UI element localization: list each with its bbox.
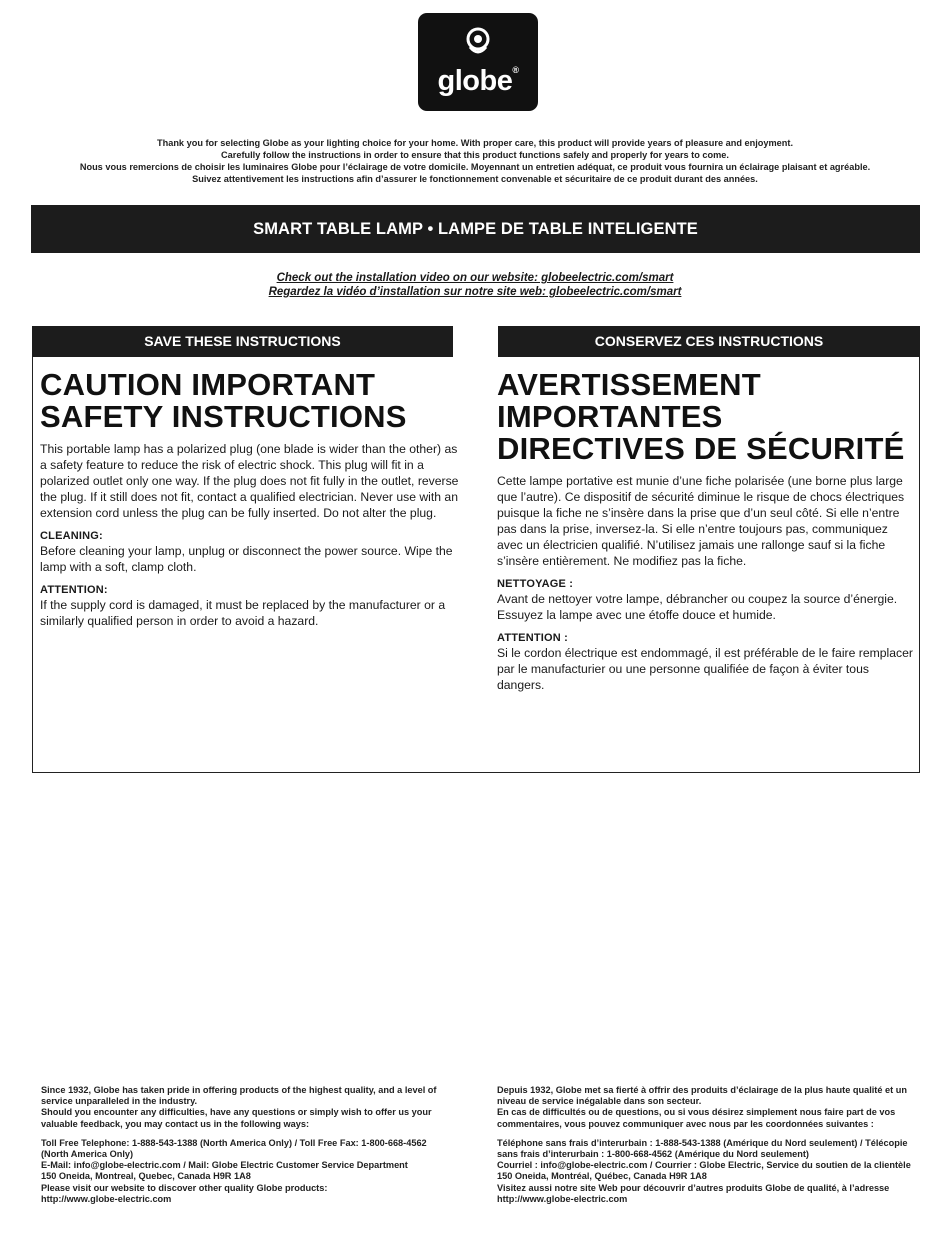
footer-french: Depuis 1932, Globe met sa fierté à offrir des produits d’éclairage de la plus haute qualité et un niveau de service inégalable dans son secteur. En cas de difficultés ou de questions, ou si vous désirez simplement nous faire part de vos commentaires, vous pouvez communiquer avec nous par les coordonnées suivantes : Téléphone sans frais d’interurbain : 1-888-543-1388 (Amérique du Nord seulement) / Télécopie sans frais d’interurbain : 1-800-668-4562 (Amérique du Nord seulement) Courriel : info@globe-electric.com / Courrier : Globe Electric, Service du soutien de la clientèle 150 Oneida, Montréal, Québec, Canada H9R 1A8 Visitez aussi notre site Web pour découvrir d’autres produits Globe de qualité, à l’adresse http://www.globe-electric.com xyxy=(497,1085,917,1205)
footer-email[interactable]: E-Mail: info@globe-electric.com / Mail: Globe Electric Customer Service Department xyxy=(41,1160,408,1171)
english-column xyxy=(40,369,460,629)
french-column xyxy=(497,369,915,693)
attention-fr-text: Si le cordon électrique est endommagé, il est préférable de le faire remplacer par le manufacturier ou une personne qualifiée de façon à éviter tous dangers. xyxy=(497,646,913,692)
footer-phone: Toll Free Telephone: 1-888-543-1388 (North America Only) / Toll Free Fax: 1-800-668-4562 (North America Only) xyxy=(41,1137,427,1160)
product-title-bar: SMART TABLE LAMP • LAMPE DE TABLE INTELIGENTE xyxy=(31,205,920,253)
fiche-polarisee-text: Cette lampe portative est munie d’une fiche polarisée (une borne plus large que l’autre). Ce dispositif de sécurité diminue le risque de chocs électriques puisque la fiche ne s’insère dans la prise que d’un seul côté. Si elle n’entre pas dans la prise, inversez-la. Si elle n’entre toujours pas, communiquez avec un électricien qualifié. N’utilisez jamais une rallonge sauf si la fiche s’insère entièrement. Ne modifiez pas la fiche. xyxy=(497,474,905,568)
avertissement-title: AVERTISSEMENT IMPORTANTES DIRECTIVES DE SÉCURITÉ xyxy=(497,367,905,466)
intro-line: Carefully follow the instructions in order to ensure that this product functions safely and properly for years to come. xyxy=(221,150,729,160)
footer-english: Since 1932, Globe has taken pride in offering products of the highest quality, and a level of service unparalleled in the industry. Should you encounter any difficulties, have any questions or simply wish to offer us your valuable feedback, you may contact us in the following ways: Toll Free Telephone: 1-888-543-1388 (North America Only) / Toll Free Fax: 1-800-668-4562 (North America Only) E-Mail: info@globe-electric.com / Mail: Globe Electric Customer Service Department 150 Oneida, Montreal, Quebec, Canada H9R 1A8 Please visit our website to discover other quality Globe products: http://www.globe-electric.com xyxy=(41,1085,441,1205)
intro-line: Thank you for selecting Globe as your lighting choice for your home. With proper care, this product will provide years of pleasure and enjoyment. xyxy=(156,138,793,148)
footer-url[interactable]: http://www.globe-electric.com xyxy=(41,1193,172,1204)
cleaning-text: Before cleaning your lamp, unplug or disconnect the power source. Wipe the lamp with a soft, clamp cloth. xyxy=(40,544,453,574)
polarized-plug-text: This portable lamp has a polarized plug (one blade is wider than the other) as a safety feature to reduce the risk of electric shock. This plug will fit in a polarized outlet only one way. If the plug does not fit fully in the outlet, reverse the plug. If it still does not fit, contact a qualified electrician. Never use with an extension cord unless the plug can be fully inserted. Do not alter the plug. xyxy=(40,442,459,520)
video-links xyxy=(0,271,950,299)
footer-address: 150 Oneida, Montreal, Quebec, Canada H9R 1A8 xyxy=(41,1171,251,1182)
bulb-icon xyxy=(464,27,492,63)
intro-text xyxy=(20,137,930,185)
caution-title: CAUTION IMPORTANT SAFETY INSTRUCTIONS xyxy=(40,367,407,434)
nettoyage-heading: NETTOYAGE : xyxy=(497,578,574,590)
footer-fr-url[interactable]: http://www.globe-electric.com xyxy=(497,1193,628,1204)
footer-fr-phone: Téléphone sans frais d’interurbain : 1-888-543-1388 (Amérique du Nord seulement) / Télécopie sans frais d’interurbain : 1-800-668-4562 (Amérique du Nord seulement) xyxy=(497,1137,908,1160)
nettoyage-text: Avant de nettoyer votre lampe, débrancher ou coupez la source d’énergie. Essuyez la lampe avec une étoffe douce et humide. xyxy=(497,592,898,622)
attention-heading: ATTENTION: xyxy=(40,584,108,596)
attention-fr-heading: ATTENTION : xyxy=(497,632,569,644)
conservez-instructions-header: CONSERVEZ CES INSTRUCTIONS xyxy=(498,326,920,357)
logo-wordmark: globe® xyxy=(437,65,519,97)
footer-fr-address: 150 Oneida, Montréal, Québec, Canada H9R 1A8 xyxy=(497,1171,707,1182)
video-link-fr[interactable]: Regardez la vidéo d’installation sur notre site web: globeelectric.com/smart xyxy=(268,286,682,298)
intro-line: Suivez attentivement les instructions afin d’assurer le fonctionnement convenable et sécuritaire de ce produit durant des années. xyxy=(192,174,758,184)
intro-line: Nous vous remercions de choisir les luminaires Globe pour l’éclairage de votre domicile. Moyennant un entretien adéquat, ce produit vous fournira un éclairage plaisant et agréable. xyxy=(79,162,871,172)
save-instructions-header: SAVE THESE INSTRUCTIONS xyxy=(32,326,453,357)
cleaning-heading: CLEANING: xyxy=(40,530,103,542)
globe-logo xyxy=(418,13,538,111)
footer-fr-email[interactable]: Courriel : info@globe-electric.com / Courrier : Globe Electric, Service du soutien de la clientèle xyxy=(497,1160,911,1171)
attention-text: If the supply cord is damaged, it must be replaced by the manufacturer or a similarly qualified person in order to avoid a hazard. xyxy=(40,598,446,628)
video-link-en[interactable]: Check out the installation video on our website: globeelectric.com/smart xyxy=(276,272,674,284)
